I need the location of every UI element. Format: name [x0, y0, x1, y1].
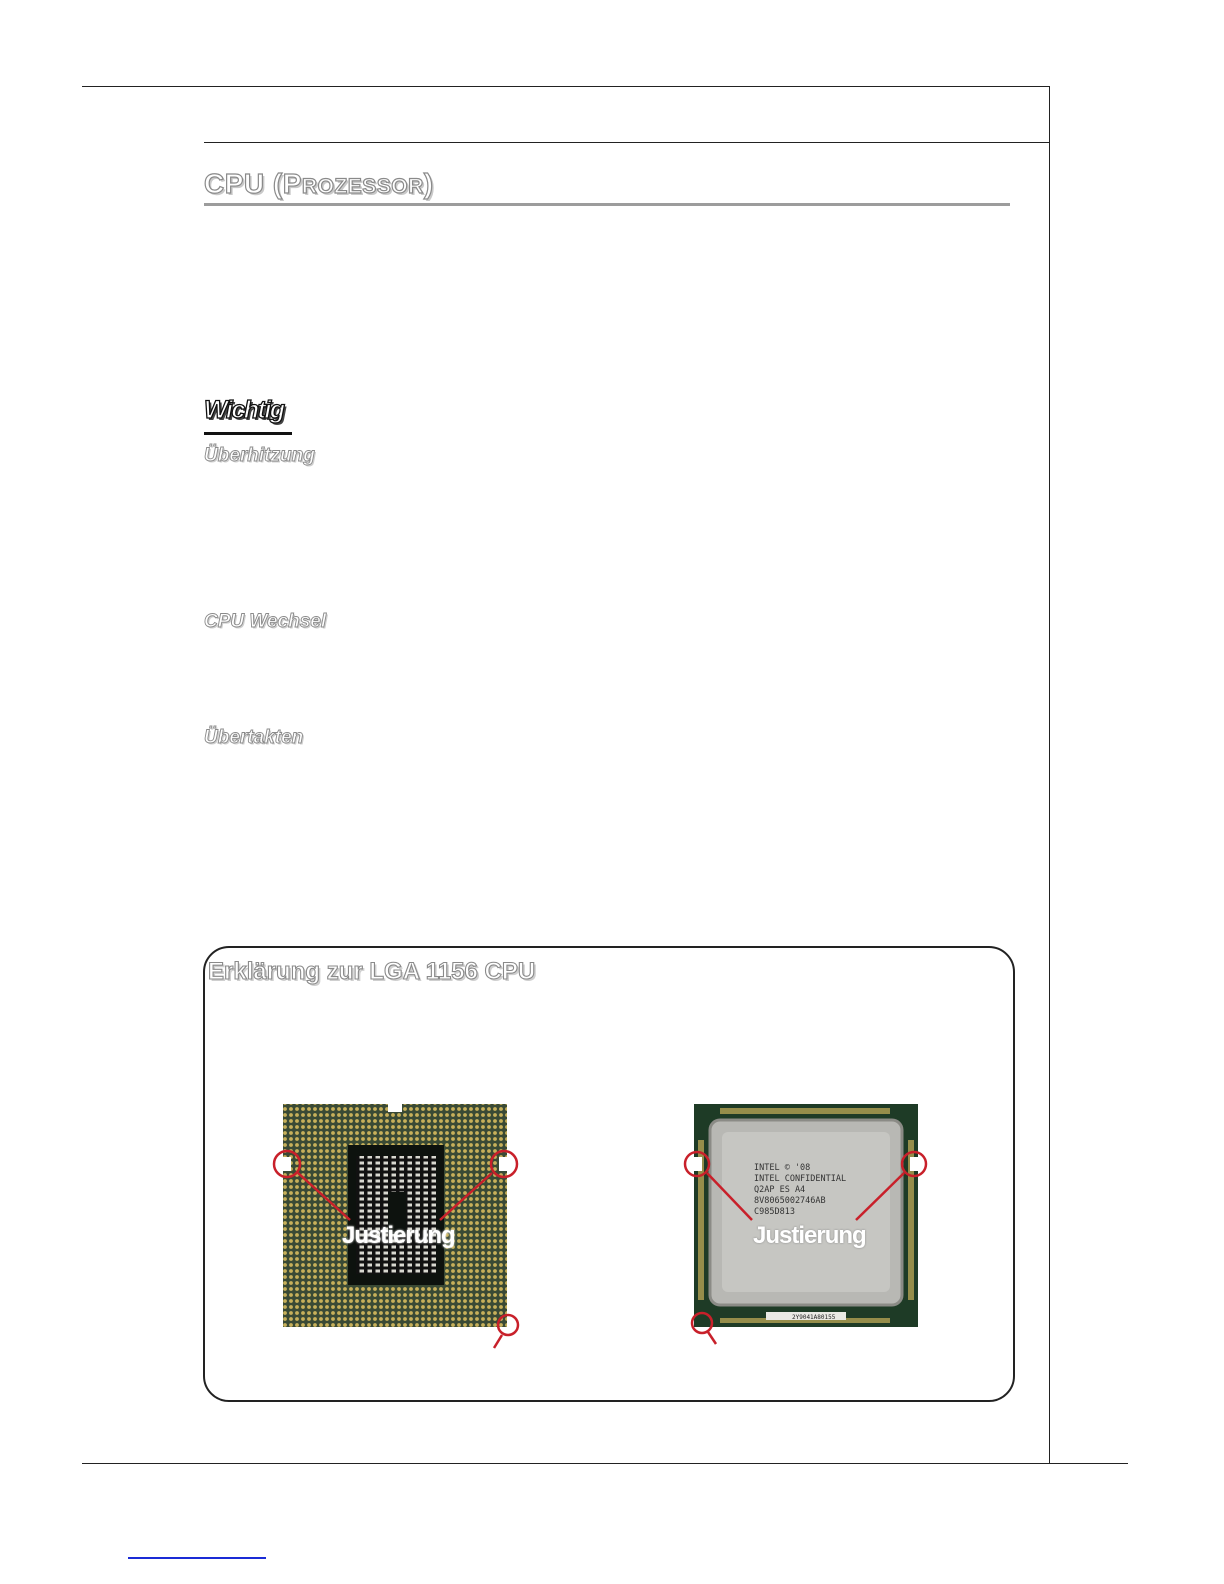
footer-link-underline [128, 1557, 266, 1559]
ihs-text-line: C985D813 [754, 1207, 795, 1217]
header-inner-rule [204, 142, 1050, 143]
cpu-top-alignment-label: Justierung [753, 1222, 866, 1249]
ihs-text-line: INTEL CONFIDENTIAL [754, 1174, 847, 1184]
lga-box-title: Erklärung zur LGA 1156 CPU [208, 958, 536, 985]
substrate-serial-text: 2Y9041A80155 [792, 1314, 836, 1321]
cpu-bottom-alignment-label: Justierung [342, 1222, 455, 1249]
subhead-overheating: Überhitzung [204, 445, 315, 466]
important-underline [204, 432, 292, 435]
important-heading: Wichtig [204, 396, 284, 424]
ihs-text-line: INTEL © '08 [754, 1163, 811, 1173]
subhead-overclocking: Übertakten [204, 727, 304, 748]
subhead-cpu-change: CPU Wechsel [204, 611, 327, 632]
page-frame-vertical-rule [1049, 86, 1050, 1464]
ihs-text-line: Q2AP ES A4 [754, 1185, 806, 1195]
header-rule [82, 86, 1050, 87]
section-title: CPU (PROZESSOR) [204, 168, 434, 199]
ihs-text-line: 8V8065002746AB [754, 1196, 826, 1206]
footer-rule [82, 1463, 1128, 1464]
section-title-underline [204, 203, 1010, 206]
